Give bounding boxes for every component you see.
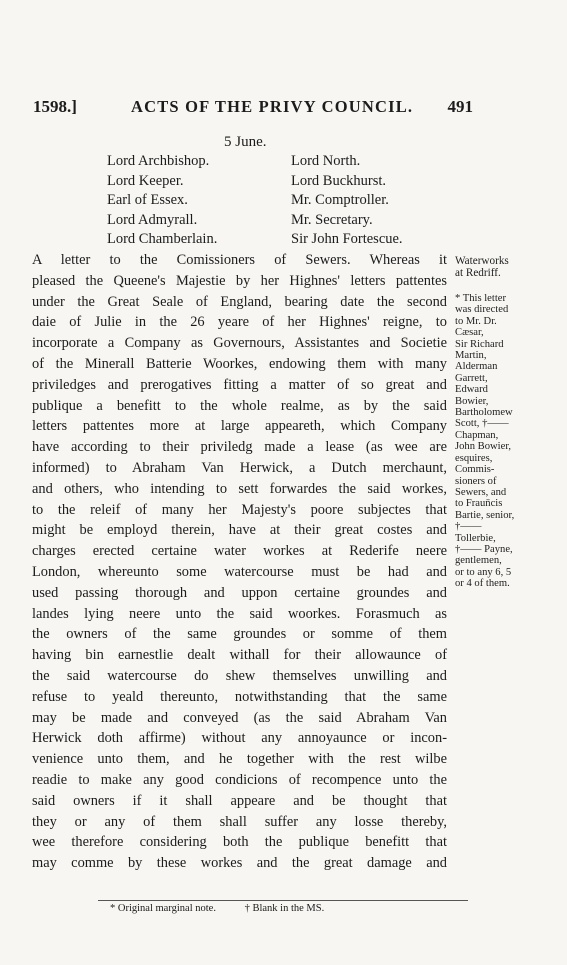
page-number: 491 (447, 97, 473, 116)
body-line: and others, who intending to sett forwardes the said workes, (32, 480, 447, 497)
body-line: readie to make any good condicions of recompence unto the (32, 771, 447, 788)
body-line: charges erected certaine water workes at Rederife neere (32, 543, 447, 560)
body-line: under the Great Seale of England, bearing date the second (32, 293, 447, 310)
marginal-note-line: or to any 6, 5 (455, 566, 512, 578)
marginal-note-line: or 4 of them. (455, 578, 510, 590)
attendee: Lord Admyrall. (107, 211, 198, 228)
marginal-heading-line: Waterworks (455, 255, 509, 267)
body-line: said owners if it shall appeare and be thought that (32, 792, 447, 809)
body-line: incorporate a Company as Governours, Assistantes and Societie (32, 335, 447, 352)
body-line: the said watercourse do shew themselves unwilling and (32, 667, 447, 684)
attendee: Lord Archbishop. (107, 153, 210, 169)
footnote: * Original marginal note. (110, 903, 216, 914)
body-line: London, whereunto some watercourse must be had and (32, 563, 447, 580)
body-line: may comme by these workes and the great damage and (32, 855, 447, 872)
body-line: they or any of them shall suffer any losse thereby, (32, 813, 447, 830)
body-line: venience unto them, and he together with the rest wilbe (32, 751, 447, 768)
marginal-note-line: John Bowier, (455, 441, 512, 453)
body-line: of the Minerall Batterie Woorkes, endowing them with many (32, 355, 447, 372)
body-line: landes lying neere unto the said woorkes. Forasmuch as (32, 605, 447, 622)
attendee: Mr. Comptroller. (291, 192, 389, 209)
body-line: might be employd therein, have at their great costes and (32, 522, 447, 539)
body-line: used passing thorough and uppon certaine groundes and (32, 584, 447, 601)
marginal-note-line: Alderman (455, 361, 498, 373)
body-line: may be made and conveyed (as the said Abraham Van (32, 709, 447, 726)
body-line: to the releif of many her Majesty's poore subjectes that (32, 501, 447, 518)
marginal-note-line: †—— Payne, (455, 543, 513, 555)
attendee: Sir John Fortescue. (291, 231, 403, 248)
attendance-column-right (291, 152, 403, 250)
body-line: letters pattentes more at large appeareth, which Company (32, 418, 447, 435)
marginal-note-line: to Fraun̄cis (455, 498, 503, 510)
marginal-note (455, 293, 565, 590)
body-line: having bin earnestlie dealt withall for their allowaunce of (32, 647, 447, 664)
attendance-column-left (107, 152, 217, 250)
entry-date: 5 June. (224, 134, 267, 150)
header-year: 1598.] (33, 97, 77, 116)
attendee: Lord Keeper. (107, 172, 184, 189)
body-line: pleased the Queene's Majestie by her Highnes' letters pattentes (32, 272, 447, 289)
body-line: wee therefore considering both the publique benefitt that (32, 834, 447, 851)
marginal-note-line: Sewers, and (455, 486, 507, 498)
marginal-note-line: Tollerbie, (455, 532, 496, 544)
marginal-note-line: Bartie, senior, (455, 509, 515, 521)
marginal-note-line: to Mr. Dr. (455, 315, 497, 327)
marginal-note-line: Bartholomew (455, 407, 513, 419)
body-line: refuse to yeald thereunto, notwithstanding that the same (32, 688, 447, 705)
footnote: † Blank in the MS. (244, 903, 325, 914)
attendee: Lord Chamberlain. (107, 231, 218, 248)
footnotes (110, 903, 350, 914)
running-header (33, 97, 473, 121)
marginal-note-line: †—— (455, 521, 482, 533)
header-title: ACTS OF THE PRIVY COUNCIL. (131, 97, 414, 116)
attendee: Mr. Secretary. (291, 211, 373, 228)
body-line: informed) to Abraham Van Herwick, a Dutch merchaunt, (32, 459, 447, 476)
marginal-heading (455, 255, 565, 280)
marginal-note-line: * This letter (455, 293, 506, 304)
marginal-note-line: Garrett, (455, 372, 488, 384)
body-line: priviledges and prerogatives fitting a matter of so great and (32, 376, 447, 393)
marginal-note-line: gentlemen, (455, 555, 502, 567)
body-line: A letter to the Comissioners of Sewers. Whereas it (32, 252, 447, 268)
body-line: the owners of the same groundes or somme of them (32, 626, 447, 643)
body-line: daie of Julie in the 26 yeare of her Highnes' reigne, to (32, 314, 447, 331)
marginal-note-line: Commis- (455, 464, 495, 476)
marginal-note-line: sioners of (455, 475, 497, 487)
marginal-note-line: Martin, (455, 350, 487, 362)
attendee: Earl of Essex. (107, 192, 188, 209)
marginal-note-line: Edward (455, 384, 488, 396)
attendee: Lord North. (291, 153, 361, 169)
marginal-note-line: was directed (455, 304, 509, 316)
marginal-note-line: Sir Richard (455, 338, 504, 350)
footnote-divider (98, 900, 468, 901)
letter-body (32, 250, 447, 874)
marginal-note-line: Cæsar, (455, 327, 484, 339)
marginal-note-line: Chapman, (455, 429, 499, 441)
body-line: have according to their priviledg made a lease (as wee are (32, 439, 447, 456)
body-line: publique a benefitt to the whole realme, as by the said (32, 397, 447, 414)
body-line: Herwick doth affirme) without any annoyaunce or incon- (32, 730, 447, 747)
attendee: Lord Buckhurst. (291, 172, 387, 189)
marginal-heading-line: at Redriff. (455, 267, 501, 280)
marginal-note-line: Scott, †—— (455, 418, 509, 430)
marginal-note-line: Bowier, (455, 395, 489, 407)
marginal-note-line: esquires, (455, 452, 493, 464)
